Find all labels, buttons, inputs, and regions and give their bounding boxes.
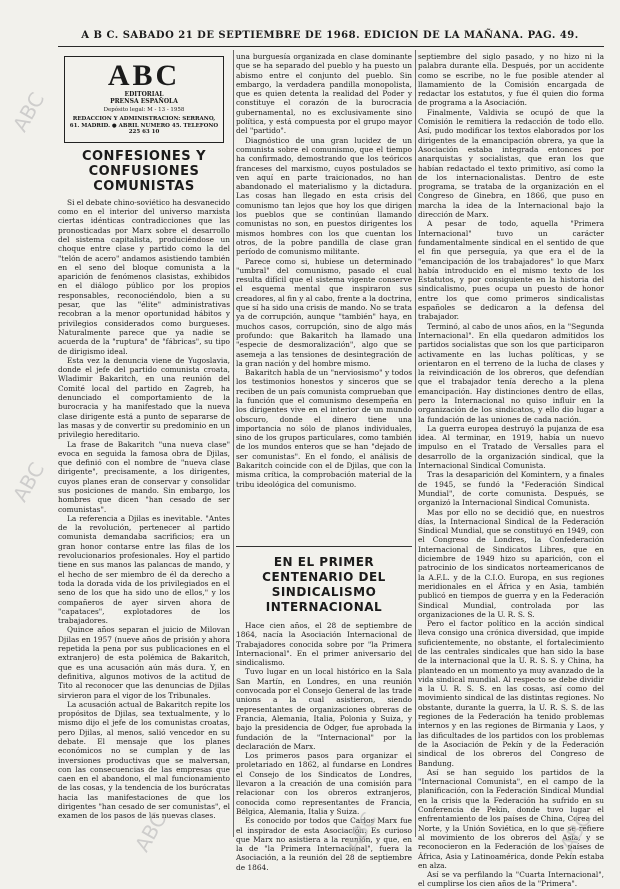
article2-cont-paragraph: Pero el factor político en la acción sindical lleva consigo una crónica diversidad, que impide suficientemente, no obstante, el fortalecimiento de las centrales sindicales que han sido la base de la internacional que la U. R. S. S. y China, ha planteado en un momento ya muy avanzado de la vida sindical mundial. Al respecto se debe dividir a la U. R. S. S. en las cosas, así como del movimiento sindical de las distintas regiones. No obstante, durante la guerra, la U. R. S. S. de las regiones de la Federación ha tenido problemas internos y en las regiones de Birmania y Laos, y las dificultades de los partidos con los problemas de la Asociación de Pekín y de la Federación sindical de los obreros del Congreso de Bandung. bbox=[418, 619, 604, 768]
watermark: ABC bbox=[7, 88, 50, 136]
article2-paragraph: Hace cien años, el 28 de septiembre de 1864, nacía la Asociación Internacional de Trabajadores conocida sobre por "la Primera Internacional". En el primer aniversario del sindicalismo. bbox=[236, 621, 412, 668]
logo-line-2: PRENSA ESPAÑOLA bbox=[110, 98, 178, 105]
watermark: ABC bbox=[7, 458, 50, 506]
article2-cont-paragraph: Terminó, al cabo de unos años, en la "Segunda Internacional". En ella quedaron admitidos los partidos socialistas que son los que participaron activamente en las luchas políticas, y se orientaron en el terreno de la lucha de clases y la reivindicación de los obreros, que defendían que el trabajador tenía derecho a la plena emancipación. Hay distinciones dentro de ellas, pero la Internacional no quiso influir en la organización de los sindicatos, y ello dio lugar a la fundación de las uniones de cada nación. bbox=[418, 321, 604, 424]
article1-cont-paragraph: Parece como si, hubiese un determinado "umbral" del comunismo, pasado el cual resulta difícil que el sistema vigente conserve el esquema mental que inspiraron sus creadores, al fin y al cabo, frente a la doctrina, que sí ha sido una crisis de mando. No se trata ya de corrupción, aunque "también" haya, en muchos casos, corrupción, sino de algo más profundo: que Bakaritch ha llamado una "especie de desmoralización", algo que se asemeja a las tensiones de desintegración de la gran nación y del hombre mismo. bbox=[236, 256, 412, 368]
article2-cont-paragraph: Así se han seguido los partidos de la "Internacional Comunista", en el campo de la planificación, con la Federación Sindical Mundial en la crisis que la Federación ha sufrido en su Conferencia de Pekín, donde tuvo lugar el enfrentamiento de los países de China, Corea del Norte, y la Unión Soviética, en lo que se refiere al movimiento de los obreros del Asia, y se reconocieron en la Federación de los países de África, Asia y Latinoamérica, donde Pekín estaba en alza. bbox=[418, 767, 604, 870]
watermark: ABC bbox=[339, 808, 382, 856]
column-3 bbox=[418, 52, 604, 889]
article1-paragraph: La frase de Bakaritch "una nueva clase" evoca en seguida la famosa obra de Djilas, que definió con el nombre de "nueva clase dirigente", precisamente, a los dirigentes, cuyos planes eran de conservar y consolidar sus posiciones de mando. Sin embargo, los hombres que dicen "han cesado de ser comunistas". bbox=[58, 439, 230, 514]
article1-paragraph: La referencia a Djilas es inevitable. "Antes de la revolución, pertenecer al partido comunista demandaba sacrificios; era un gran honor contarse entre las filas de los revolucionarios profesionales. Hoy el partido tiene en sus manos las palancas de mando, y el hecho de ser miembro de él da derecho a toda la dorada vida de los privilegiados en el seno de los que ha sido uno de ellos," y los compañeros de ayer sirven ahora de "capataces", explotadores de los trabajadores. bbox=[58, 513, 230, 626]
article2-headline: EN EL PRIMER CENTENARIO DEL SINDICALISMO INTERNACIONAL bbox=[262, 555, 386, 614]
article2-paragraph: Es conocido por todos que Carlos Marx fue el inspirador de esta Asociación. Es curioso que Marx no asistiera a la reunión, y que, en la de "la Primera Internacional", fuera la Asociación, a la reunión del 28 de septiembre de 1864. bbox=[236, 816, 412, 872]
column-2 bbox=[236, 52, 412, 872]
masthead-box bbox=[64, 56, 224, 143]
article1-continuation bbox=[236, 52, 412, 540]
column-divider-2 bbox=[415, 50, 416, 837]
logo-legal: Depósito legal: M - 13 - 1958 bbox=[103, 107, 185, 113]
article2-paragraph: Tuvo lugar en un local histórico en la Sala San Martín, en Londres, en una reunión convocada por el Consejo General de las trade unions a la cual asistieron, siendo representantes de organizaciones obreras de Francia, Alemania, Italia, Polonia y Suiza, y bajo la presidencia de Odger, fue aprobada la fundación de la "Internacional" por la declaración de Marx. bbox=[236, 667, 412, 751]
column-divider-1 bbox=[233, 50, 234, 837]
logo-address: REDACCION Y ADMINISTRACION: SERRANO, 61. MADRID. ● ABRIL NUMERO 45. TELEFONO 225 63 10 bbox=[69, 116, 219, 136]
header-rule bbox=[58, 46, 604, 47]
article2-paragraph: Los primeros pasos para organizar el proletariado en 1862, al fundarse en Londres el Consejo de los Sindicatos de Londres, llevaron a la creación de una comisión para relacionar con los obreros extranjeros, conocida como representantes de Francia, Bélgica, Alemania, Italia y Suiza. bbox=[236, 751, 412, 816]
article2-cont-paragraph: septiembre del siglo pasado, y no hizo ni la palabra durante ella. Después, por un accidente como se escribe, no le fue posible atender al llamamiento de la Comisión encargada de redactar los estatutos, y fue él quien dio forma de programa a la Asociación. bbox=[418, 52, 604, 108]
article1-body bbox=[58, 198, 230, 821]
article2-cont-paragraph: Tras la desaparición del Komintern, y a finales de 1945, se fundó la "Federación Sindical Mundial", de corte comunista. Después, se organizó la Internacional Sindical Comunista. bbox=[418, 470, 604, 508]
watermark: ABC bbox=[129, 808, 172, 856]
page-header: A B C. SABADO 21 DE SEPTIEMBRE DE 1968. EDICION DE LA MAÑANA. PAG. 49. bbox=[81, 30, 579, 41]
article2-cont-paragraph: Así se va perfilando la "Cuarta Internacional", el cumplirse los cien años de la "Primera". bbox=[418, 870, 604, 889]
logo-line-1: EDITORIAL bbox=[124, 91, 164, 98]
article1-cont-paragraph: Diagnóstico de una gran lucidez de un comunista sobre el comunismo, que el tiempo ha confirmado, demostrando que los teóricos franceses del marxismo, cuyos postulados se ven aquí en parte traicionados, no han abandonado el materialismo y la dictadura. Las cosas han llegado en esta crisis del comunismo tan lejos que hoy los que dirigen los pueblos que se continúan llamando comunistas no son, en puestos dirigentes los mismos hombres con los que cuentan los otros, de la pobre pandilla de clase gran período de comunismo militante. bbox=[236, 135, 412, 257]
watermark: ABC bbox=[554, 808, 597, 856]
article-separator bbox=[236, 546, 412, 547]
article1-paragraph: Quince años separan el juicio de Milovan Djilas en 1957 (nueve años de prisión y ahora repetida la pena por sus publicaciones en el extranjero) de esta polémica de Bakaritch, que es una acusación aún más dura. Y, en definitiva, algunos motivos de la actitud de Tito al reconocer que las denuncias de Djilas sirvieron para el vigor de los Tribunales. bbox=[58, 625, 230, 700]
article2-cont-paragraph: Finalmente, Valdivia se ocupó de que la Comisión le remitiera la redacción de todo ello. Así, pudo modificar los textos elaborados por los dirigentes de la emancipación obrera, ya que la Asociación estaba integrada entonces por anarquistas y socialistas, que eran los que habían redactado el texto primitivo, así como la de los internacionalistas. Dentro de este programa, se trataba de la organización en el Congreso de Ginebra, en 1866, que puso en marcha la idea de la Internacional bajo la dirección de Marx. bbox=[418, 107, 604, 220]
article2-body bbox=[236, 621, 412, 872]
article1-paragraph: Si el debate chino-soviético ha desvanecido como en el interior del universo marxista ciertas idénticas contradicciones que las pronosticadas por Marx sobre el desarrollo del sistema capitalista, produciéndose un choque entre clase y partido como la del "telón de acero" andamos asistiendo también en el seno del bloque comunista a la aparición de fenómenos clasistas, exhibidos en el diálogo público por los propios responsables, reconociéndolo, bien a su pesar, que las "élite" administrativas recobran a la menor oportunidad hábitos y privilegios considerados como burgueses. Naturalmente parece que ya nadie se acuerda de la "ruptura" de "fábricas", su tipo de dirigismo ideal. bbox=[58, 197, 231, 356]
article2-cont-paragraph: La guerra europea destruyó la pujanza de esa idea. Al terminar, en 1919, había un nuevo impulso en el Tratado de Versalles para el desarrollo de la organización sindical, que la Internacional Sindical Comunista. bbox=[418, 423, 604, 471]
article1-headline: CONFESIONES Y CONFUSIONES COMUNISTAS bbox=[81, 148, 207, 194]
article1-cont-paragraph: una burguesía organizada en clase dominante que se ha separado del pueblo y ha puesto un abismo entre el conjunto del pueblo. Sin embargo, la verdadera pandilla monopolista, que es quien detenta la realidad del Poder y constituye el corazón de la burocracia gubernamental, no es exclusivamente sino política, y está compuesta por el grupo mayor del "partido". bbox=[236, 52, 412, 136]
article1-paragraph: La acusación actual de Bakaritch repite los propósitos de Djilas, sea textualmente, y lo mismo dijo el jefe de los comunistas croatas, pero Djilas, al menos, salió vencedor en su debate. El mensaje que los planes económicos no se cumplan y de las inversiones productivas que se malversan, con las consecuencias de las empresas que caen en el abandono, el mal funcionamiento de las cosas, y la tendencia de los burócratas hacia las manifestaciones de que los dirigentes "han cesado de ser comunistas", el examen de los pasos de las nuevas clases. bbox=[58, 699, 230, 821]
article2-cont-paragraph: Mas por ello no se decidió que, en nuestros días, la Internacional Sindical de la Federación Sindical Mundial, que se constituyó en 1949, con el Congreso de Londres, la Confederación Internacional de Sindicatos Libres, que en diciembre de 1949 hizo su aparición, con el patrocinio de los sindicatos norteamericanos de la A.F.L. y de la C.I.O. Europa, en sus regiones meridionales en el África y en Asia, también publicó en tiempos de guerra y en la Federación Sindical Mundial, controlada por las organizaciones de la U. R. S. S. bbox=[418, 507, 604, 619]
article2-cont-paragraph: A pesar de todo, aquella "Primera Internacional" tuvo un carácter fundamentalmente sindical en el sentido de que el fin que perseguía, ya que era el de la "emancipación de los trabajadores" lo que Marx había introducido en el mismo texto de los Estatutos, y por consiguiente en la historia del sindicalismo, pues ocupa un puesto de honor entre los que como primeros sindicalistas españoles se dedicaron a la defensa del trabajador. bbox=[418, 219, 604, 322]
article1-paragraph: Esta vez la denuncia viene de Yugoslavia, donde el jefe del partido comunista croata, Wladimir Bakaritch, en una reunión del Comité local del partido en Zagreb, ha denunciado el comportamiento de la burocracia y ha manifestado que la nueva clase dirigente está a punto de separarse de las masas y de convertir su predominio en un privilegio hereditario. bbox=[58, 355, 230, 440]
column-1 bbox=[58, 52, 230, 837]
abc-logo: ABC bbox=[107, 59, 181, 92]
article1-cont-paragraph: Bakaritch habla de un "nerviosismo" y todos los testimonios honestos y sinceros que se reciben de un país comunista comprueban que la función que el comunismo desempeña en los dirigentes vive en el interior de un mundo obscuro, donde el dinero tiene una importancia no sólo de planos individuales, sino de los grupos particulares, como también de los mundos enteros que se han "dejado de ser comunistas". En el fondo, el análisis de Bakaritch coincide con el de Djilas, que con la misma crítica, la comprobación material de la tribu ideológica del comunismo. bbox=[236, 368, 412, 489]
